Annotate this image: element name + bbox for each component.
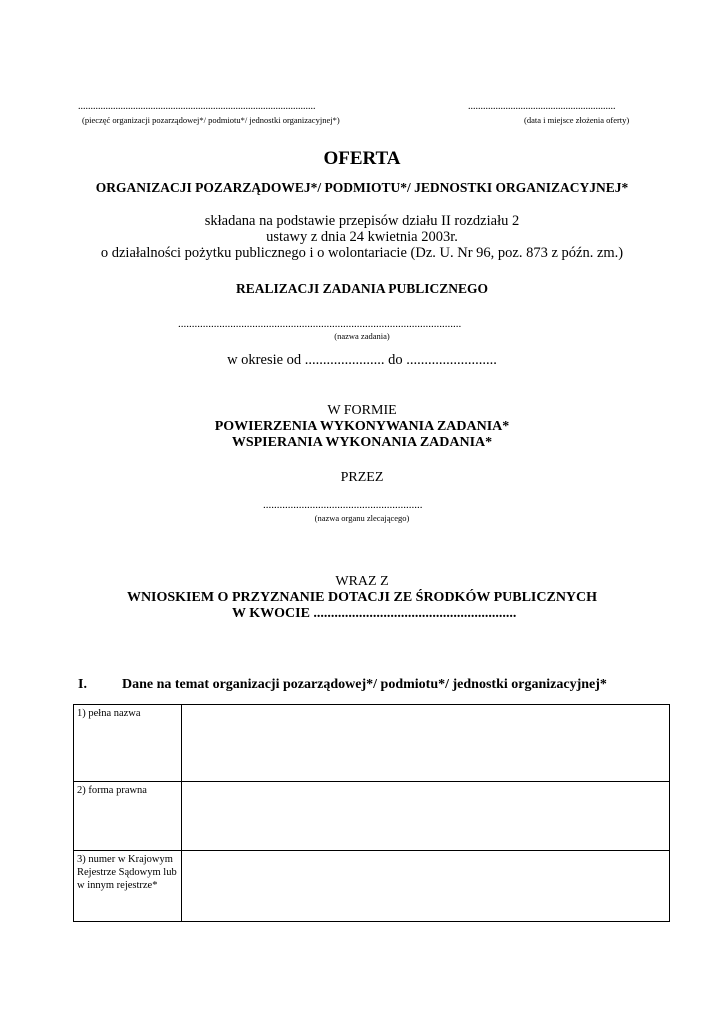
legal-basis	[0, 213, 724, 261]
stamp-dots: ...............................................................................................	[78, 101, 316, 112]
section-title: Dane na temat organizacji pozarządowej*/ podmiotu*/ jednostki organizacyjnej*	[122, 677, 607, 692]
legal-basis-line-1: składana na podstawie przepisów działu II rozdziału 2	[204, 213, 520, 229]
ordering-body-dots: ..........................................................	[263, 499, 423, 511]
date-caption: (data i miejsce złożenia oferty)	[524, 115, 630, 125]
grant-section	[0, 574, 724, 606]
form-section	[0, 403, 724, 451]
section-number: I.	[78, 677, 87, 692]
table-row	[74, 851, 670, 922]
table-row	[74, 705, 670, 782]
legal-basis-line-2: ustawy z dnia 24 kwietnia 2003r.	[266, 229, 458, 245]
ordering-body-caption: (nazwa organu zlecającego)	[314, 513, 410, 523]
form-option-entrust: POWIERZENIA WYKONYWANIA ZADANIA*	[214, 419, 510, 434]
organization-data-table	[73, 704, 670, 922]
task-name-dots: .......................................................................................................	[178, 318, 462, 330]
document-title: OFERTA	[323, 148, 401, 169]
legal-form-label: 2) forma prawna	[74, 782, 182, 851]
legal-form-field[interactable]	[182, 782, 670, 851]
form-option-support: WSPIERANIA WYKONANIA ZADANIA*	[231, 435, 493, 450]
grant-request: WNIOSKIEM O PRZYZNANIE DOTACJI ZE ŚRODKÓW PUBLICZNYCH	[126, 590, 598, 605]
registry-number-label: 3) numer w Krajowym Rejestrze Sądowym lub w innym rejestrze*	[74, 851, 182, 922]
legal-basis-line-3: o działalności pożytku publicznego i o wolontariacie (Dz. U. Nr 96, poz. 873 z późn. zm.)	[100, 245, 624, 261]
task-heading: REALIZACJI ZADANIA PUBLICZNEGO	[235, 281, 489, 296]
registry-number-field[interactable]	[182, 851, 670, 922]
full-name-label: 1) pełna nazwa	[74, 705, 182, 782]
table-row	[74, 782, 670, 851]
grant-intro: WRAZ Z	[335, 574, 389, 589]
by-label: PRZEZ	[340, 470, 384, 485]
document-subtitle: ORGANIZACJI POZARZĄDOWEJ*/ PODMIOTU*/ JEDNOSTKI ORGANIZACYJNEJ*	[95, 180, 629, 195]
form-intro: W FORMIE	[327, 403, 397, 418]
grant-amount: W KWOCIE ..........................................................	[232, 606, 517, 621]
full-name-field[interactable]	[182, 705, 670, 782]
period-line: w okresie od ...................... do .........................	[227, 352, 497, 368]
stamp-caption: (pieczęć organizacji pozarządowej*/ podmiotu*/ jednostki organizacyjnej*)	[82, 115, 340, 125]
date-dots: ...........................................................	[468, 101, 616, 112]
task-name-caption: (nazwa zadania)	[334, 331, 390, 341]
